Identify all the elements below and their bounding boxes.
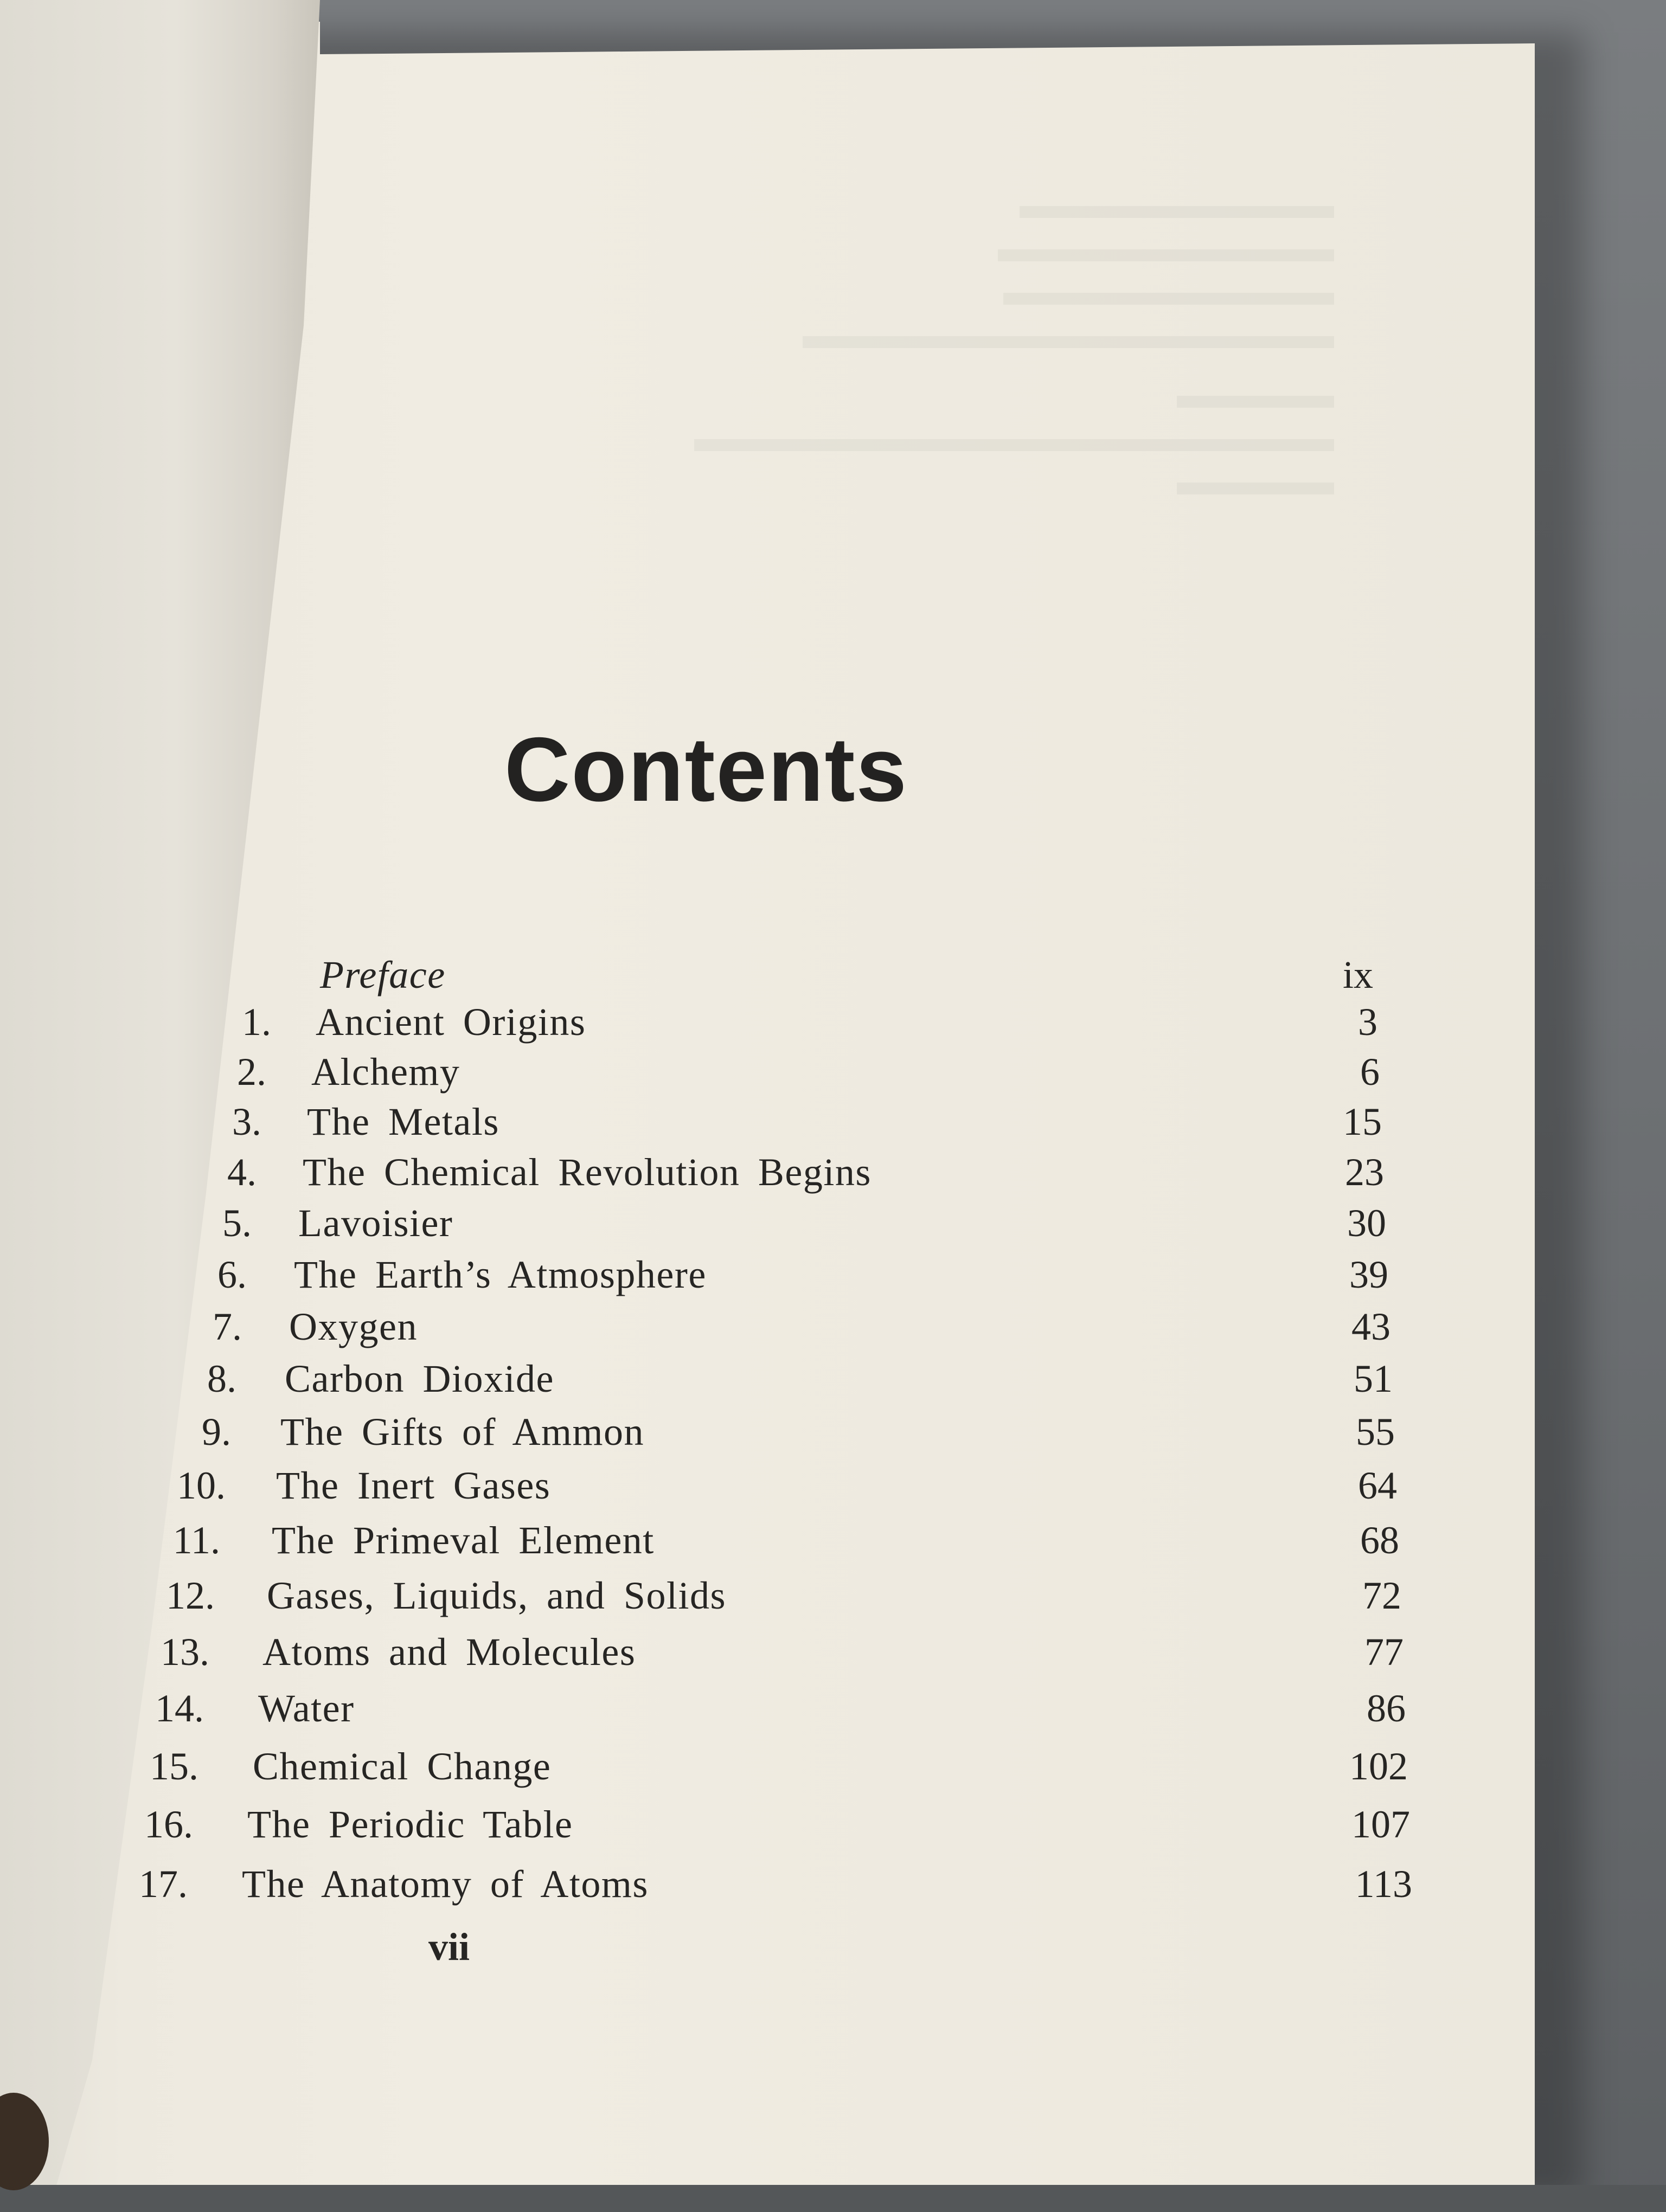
toc-entry-title: Alchemy [311, 1050, 460, 1094]
toc-entry-number: 11. [172, 1519, 220, 1562]
toc-entry-title: Oxygen [289, 1305, 418, 1348]
toc-entry-number: 17. [139, 1862, 188, 1906]
toc-entry-title: Chemical Change [253, 1745, 552, 1788]
page-number: vii [428, 1925, 470, 1969]
toc-entry-number: 5. [222, 1201, 252, 1245]
toc-entry-page: 3 [1358, 1000, 1377, 1044]
toc-entry-page: 55 [1356, 1410, 1395, 1454]
toc-entry [0, 1628, 1666, 1676]
toc-entry-number: 4. [227, 1150, 257, 1194]
toc-entry-title: The Chemical Revolution Begins [303, 1150, 872, 1194]
toc-entry-number: 9. [202, 1410, 231, 1454]
toc-entry-page: 43 [1351, 1305, 1391, 1348]
toc-entry [0, 1516, 1666, 1565]
toc-entry-number: 10. [177, 1464, 226, 1507]
toc-entry-title: Preface [320, 953, 446, 996]
toc-entry-page: 107 [1351, 1803, 1410, 1846]
toc-entry-page: 15 [1343, 1100, 1382, 1143]
toc-entry-page: 51 [1354, 1357, 1393, 1400]
page-title: Contents [504, 718, 908, 820]
toc-entry-title: Water [258, 1687, 355, 1730]
toc-entry-page: 68 [1360, 1519, 1399, 1562]
toc-entry-page: 30 [1347, 1201, 1386, 1245]
toc-entry-number: 14. [155, 1687, 204, 1730]
toc-entry-number: 2. [237, 1050, 266, 1094]
toc-entry [0, 1148, 1666, 1197]
toc-entry [0, 1860, 1666, 1908]
toc-entry-title: The Primeval Element [272, 1519, 655, 1562]
toc-entry-number: 3. [232, 1100, 261, 1143]
toc-entry [0, 1199, 1666, 1248]
toc-entry-page: 72 [1362, 1574, 1401, 1617]
toc-entry-page: 64 [1358, 1464, 1397, 1507]
toc-entry [0, 1461, 1666, 1510]
toc-entry-page: 77 [1364, 1630, 1404, 1674]
toc-entry-page: 39 [1349, 1253, 1388, 1296]
toc-entry-page: 113 [1355, 1862, 1412, 1906]
toc-entry [0, 1407, 1666, 1456]
toc-entry-title: The Metals [307, 1100, 499, 1143]
toc-entry-number: 12. [166, 1574, 215, 1617]
toc-entry-number: 13. [161, 1630, 209, 1674]
toc-entry-preface [0, 950, 1666, 999]
toc-entry-page: 23 [1345, 1150, 1384, 1194]
toc-entry [0, 1097, 1666, 1146]
toc-entry-title: Ancient Origins [316, 1000, 586, 1044]
toc-entry-number: 15. [150, 1745, 198, 1788]
toc-entry-page: 6 [1360, 1050, 1380, 1094]
toc-entry-number: 1. [242, 1000, 271, 1044]
toc-entry [0, 1047, 1666, 1096]
toc-entry-title: The Inert Gases [276, 1464, 551, 1507]
toc-entry [0, 1800, 1666, 1849]
toc-entry-title: The Anatomy of Atoms [242, 1862, 649, 1906]
toc-entry-title: Lavoisier [298, 1201, 453, 1245]
toc-entry [0, 1354, 1666, 1403]
toc-entry [0, 998, 1666, 1046]
toc-entry-page: 102 [1349, 1745, 1408, 1788]
toc-entry-title: The Gifts of Ammon [280, 1410, 644, 1454]
toc-entry-number: 8. [207, 1357, 236, 1400]
toc-entry [0, 1302, 1666, 1351]
toc-entry [0, 1571, 1666, 1620]
toc-entry [0, 1742, 1666, 1791]
toc-entry-title: The Earth’s Atmosphere [294, 1253, 707, 1296]
toc-entry-number: 7. [213, 1305, 242, 1348]
toc-entry-page: 86 [1367, 1687, 1406, 1730]
toc-entry [0, 1684, 1666, 1733]
toc-entry-title: Atoms and Molecules [262, 1630, 636, 1674]
toc-entry-title: The Periodic Table [247, 1803, 573, 1846]
toc-entry-number: 6. [217, 1253, 247, 1296]
toc-entry-title: Gases, Liquids, and Solids [267, 1574, 726, 1617]
toc-entry-number: 16. [144, 1803, 193, 1846]
toc-entry-title: Carbon Dioxide [285, 1357, 554, 1400]
toc-entry [0, 1250, 1666, 1299]
toc-entry-page: ix [1342, 953, 1373, 996]
